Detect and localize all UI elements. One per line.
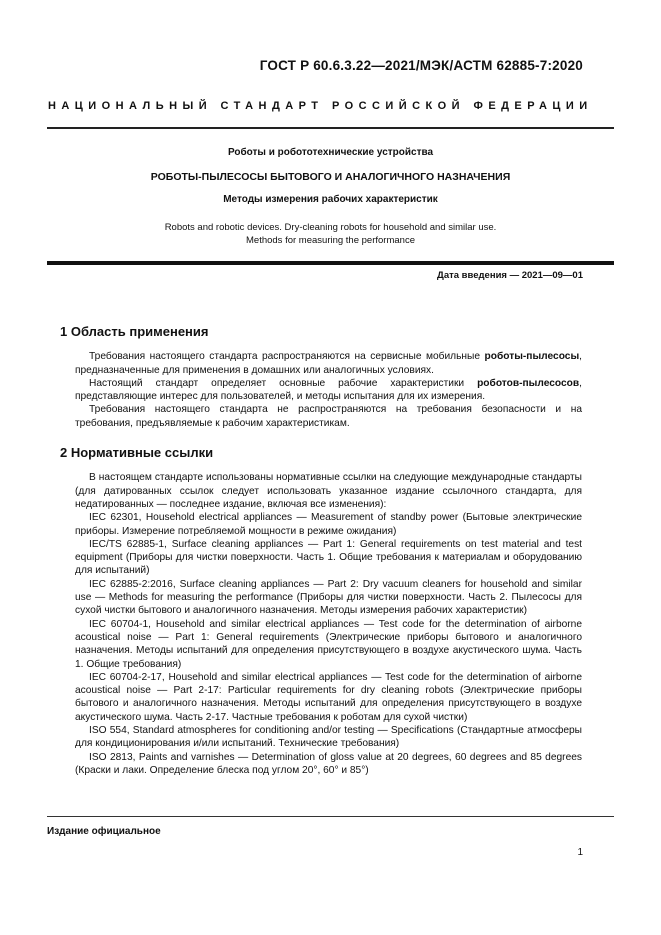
reference-item: IEC 60704-1, Household and similar electrical appliances — Test code for the determination of airborne acoustical noise — Part 1: General requirements (Электрические приборы бытового и аналогичного назначения. Методы испытаний для определения присутствующего в воздухе акустического шума. Часть 1. Общие требования) [75,618,582,670]
title-main: РОБОТЫ-ПЫЛЕСОСЫ БЫТОВОГО И АНАЛОГИЧНОГО НАЗНАЧЕНИЯ [150,171,511,183]
reference-item: ISO 2813, Paints and varnishes — Determination of gloss value at 20 degrees, 60 degrees and 85 degrees (Краски и лаки. Определение блеска под углом 20°, 60° и 85°) [75,751,582,776]
official-edition-label: Издание официальное [47,826,161,837]
title-english [47,221,614,247]
title-english-line-1: Robots and robotic devices. Dry-cleaning robots for household and similar use. [164,222,497,233]
title-english-line-2: Methods for measuring the performance [246,235,415,246]
section-1-heading: 1 Область применения [60,324,209,339]
section-2-intro: В настоящем стандарте использованы нормативные ссылки на следующие международные стандарты (для датированных ссылок следует использовать указанное издание ссылочного стандарта, для недатированных — последнее издание, включая все изменения): [75,472,582,510]
reference-item: IEC/TS 62885-1, Surface cleaning appliances — Part 1: General requirements on test material and test equipment (Приборы для чистки поверхности. Часть 1. Общие требования к материалам и оборудованию для испытаний) [75,538,582,577]
title-divider [47,261,614,265]
page-number: 1 [577,847,583,858]
title-subtitle: Методы измерения рабочих характеристик [223,194,438,205]
section-2-heading: 2 Нормативные ссылки [60,445,214,461]
reference-item: IEC 62885-2:2016, Surface cleaning appliances — Part 2: Dry vacuum cleaners for household and similar use — Methods for measuring the performance (Приборы для чистки поверхности. Часть 2. Пылесосы для сухой чистки бытового и аналогичного назначения. Методы измерения рабочих характеристик) [75,578,582,617]
section-1-paragraph-2: Настоящий стандарт определяет основные рабочие характеристики роботов-пылесосов, представляющие интерес для пользователей, и методы испытания для их измерения. [75,377,582,403]
top-divider [47,127,614,129]
national-standard-heading: НАЦИОНАЛЬНЫЙ СТАНДАРТ РОССИЙСКОЙ ФЕДЕРАЦИИ [48,100,593,112]
document-body [60,324,582,777]
footer-divider [47,816,614,817]
reference-item: ISO 554, Standard atmospheres for conditioning and/or testing — Specifications (Стандартные атмосферы для кондиционирования и/или испытаний. Технические требования) [75,725,582,750]
reference-item: IEC 60704-2-17, Household and similar electrical appliances — Test code for the determination of airborne acoustical noise — Part 2-17: Particular requirements for dry cleaning robots (Электрические приборы бытового и аналогичного назначения. Методы испытаний для определения присутствующего в воздухе акустического шума. Часть 2-17. Частные требования к роботам для сухой чистки) [75,671,582,723]
effective-date: Дата введения — 2021—09—01 [437,270,583,281]
title-group: Роботы и робототехнические устройства [227,147,434,158]
section-1-paragraph-1: Требования настоящего стандарта распространяются на сервисные мобильные роботы-пылесосы, предназначенные для применения в домашних или аналогичных условиях. [75,351,582,376]
document-number: ГОСТ Р 60.6.3.22—2021/МЭК/АСТМ 62885-7:2020 [259,58,583,73]
section-1-paragraph-3: Требования настоящего стандарта не распространяются на требования безопасности и на требования, предъявляемые к рабочим характеристикам. [75,404,582,429]
reference-item: IEC 62301, Household electrical appliances — Measurement of standby power (Бытовые электрические приборы. Измерение потребляемой мощности в режиме ожидания) [75,512,582,537]
